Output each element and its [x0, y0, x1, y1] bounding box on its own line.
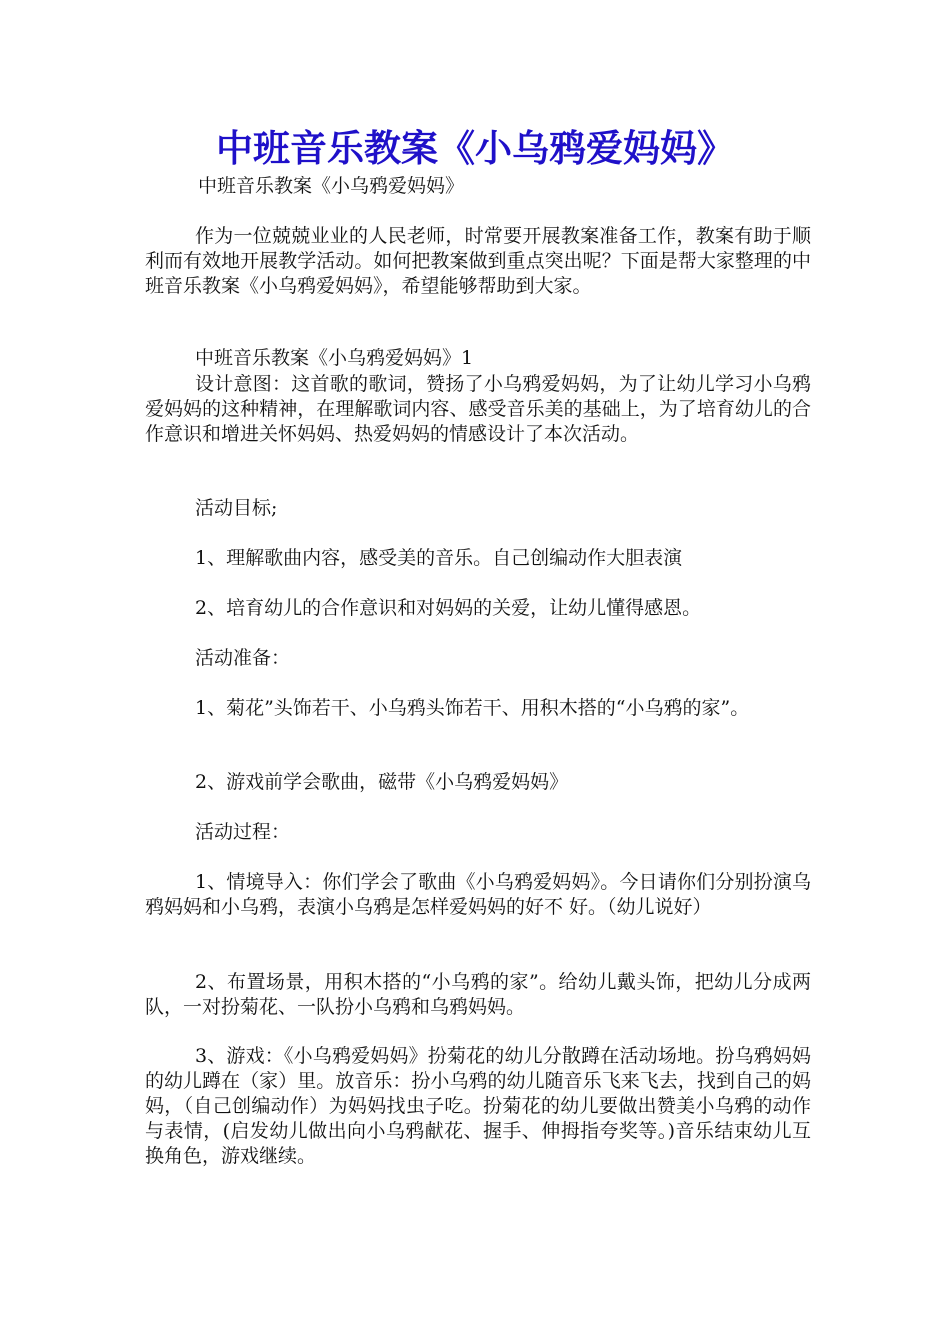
intro-paragraph: 作为一位兢兢业业的人民老师，时常要开展教案准备工作，教案有助于顺利而有效地开展教学活动。如何把教案做到重点突出呢？下面是帮大家整理的中班音乐教案《小乌鸦爱妈妈》，希望能够帮助到大家。	[145, 225, 811, 297]
section-heading: 中班音乐教案《小乌鸦爱妈妈》1	[195, 347, 474, 369]
document-subtitle: 中班音乐教案《小乌鸦爱妈妈》	[198, 175, 465, 197]
process-item-1: 1、情境导入：你们学会了歌曲《小乌鸦爱妈妈》。今日请你们分别扮演乌鸦妈妈和小乌鸦，表演小乌鸦是怎样爱妈妈的好不 好。（幼儿说好）	[145, 871, 811, 918]
activity-prep-heading: 活动准备：	[195, 647, 291, 669]
design-intent-paragraph: 设计意图：这首歌的歌词，赞扬了小乌鸦爱妈妈，为了让幼儿学习小乌鸦爱妈妈的这种精神，在理解歌词内容、感受音乐美的基础上，为了培育幼儿的合作意识和增进关怀妈妈、热爱妈妈的情感设计了本次活动。	[145, 373, 811, 445]
goal-item-1: 1、理解歌曲内容，感受美的音乐。自己创编动作大胆表演	[195, 547, 683, 569]
process-item-2: 2、布置场景，用积木搭的“小乌鸦的家”。给幼儿戴头饰，把幼儿分成两队，一对扮菊花、一队扮小乌鸦和乌鸦妈妈。	[145, 971, 811, 1018]
document-title: 中班音乐教案《小乌鸦爱妈妈》	[216, 126, 734, 170]
prep-item-1: 1、菊花”头饰若干、小乌鸦头饰若干、用积木搭的“小乌鸦的家”。	[195, 697, 750, 719]
prep-item-2: 2、游戏前学会歌曲，磁带《小乌鸦爱妈妈》	[195, 771, 569, 793]
activity-goals-heading: 活动目标;	[195, 497, 278, 519]
process-item-3: 3、游戏：《小乌鸦爱妈妈》扮菊花的幼儿分散蹲在活动场地。扮乌鸦妈妈的幼儿蹲在（家）里。放音乐：扮小乌鸦的幼儿随音乐飞来飞去，找到自己的妈妈，（自己创编动作）为妈妈找虫子吃。扮菊花的幼儿要做出赞美小乌鸦的动作与表情，(启发幼儿做出向小乌鸦献花、握手、伸拇指夸奖等。)音乐结束幼儿互换角色，游戏继续。	[145, 1045, 811, 1167]
activity-process-heading: 活动过程：	[195, 821, 291, 843]
goal-item-2: 2、培育幼儿的合作意识和对妈妈的关爱，让幼儿懂得感恩。	[195, 597, 702, 619]
